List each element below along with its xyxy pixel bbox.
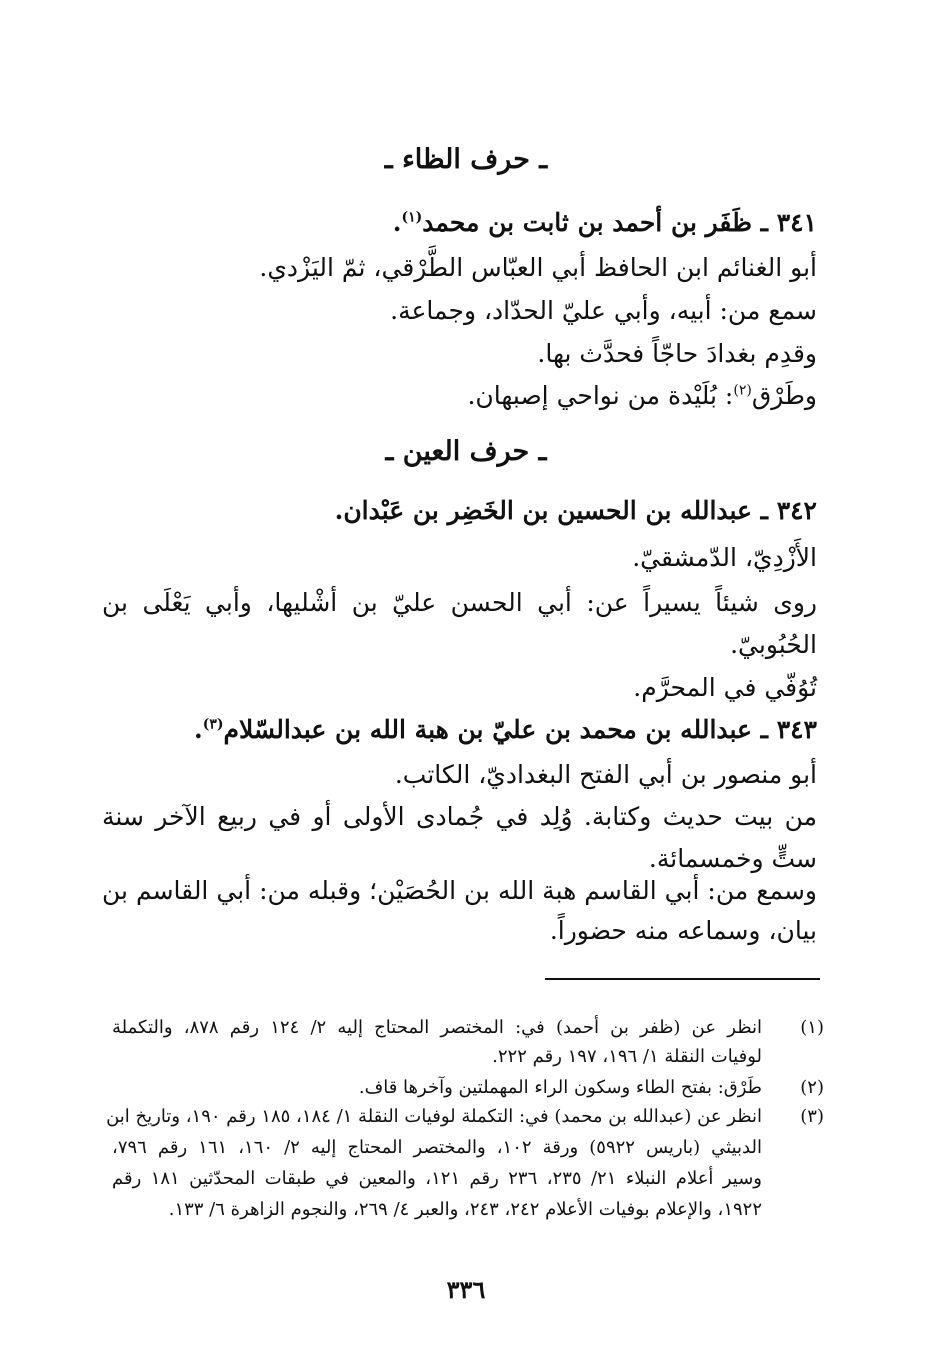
entry-342-line-2: روى شيئاً يسيراً عن: أبي الحسن عليّ بن أشْليها، وأبي يَعْلَى بن <box>102 588 817 617</box>
footnote-ref-2: (٢) <box>733 382 752 399</box>
entry-341-line-2: سمع من: أبيه، وأبي عليّ الحدّاد، وجماعة. <box>390 296 817 325</box>
entry-341-title <box>102 205 817 241</box>
footnote-ref-1: (١) <box>401 209 423 226</box>
footnote-2-line-1: طَرْق: بفتح الطاء وسكون الراء المهملتين وآخرها قاف. <box>358 1077 762 1098</box>
entry-343-title-end: . <box>194 715 203 744</box>
entry-343-title <box>102 712 817 748</box>
section-heading-ayn: ـ حرف العين ـ <box>385 436 547 467</box>
entry-343-line-5: بيان، وسماعه منه حضوراً. <box>549 916 817 945</box>
footnote-3-line-4: ١٩٢٢، والإعلام بوفيات الأعلام ٢٤٢، ٢٤٣، والعبر ٤/ ٢٦٩، والنجوم الزاهرة ٦/ ١٣٣. <box>168 1199 762 1220</box>
footnote-1-line-2: لوفيات النقلة ١/ ١٩٦، ١٩٧ رقم ٢٢٢. <box>492 1046 762 1067</box>
footnote-3-line-2: الدبيثي (باريس ٥٩٢٢) ورقة ١٠٢، والمختصر المحتاج إليه ٢/ ١٦٠، ١٦١ رقم ٧٩٦، <box>112 1137 762 1158</box>
entry-343-line-3: ستٍّ وخمسمائة. <box>648 844 817 873</box>
footnote-3-number: (٣) <box>800 1106 824 1127</box>
section-heading-zaa: ـ حرف الظاء ـ <box>384 144 548 175</box>
entry-341-line-4-a: وطَرْق <box>751 381 817 410</box>
footnote-separator <box>545 978 820 980</box>
footnote-1-number: (١) <box>800 1017 824 1038</box>
entry-343-title-text: ٣٤٣ ـ عبدالله بن محمد بن عليّ بن هبة الله بن عبدالسّلام <box>223 715 817 744</box>
entry-341-line-4-b: : بُلَيْدة من نواحي إصبهان. <box>467 381 734 410</box>
entry-342-line-3: الحُبُوبيّ. <box>730 630 817 659</box>
entry-341-line-1: أبو الغنائم ابن الحافظ أبي العبّاس الطَّرْقي، ثمّ اليَزْدي. <box>259 253 817 282</box>
footnote-1-line-1: انظر عن (ظفر بن أحمد) في: المختصر المحتاج إليه ٢/ ١٢٤ رقم ٨٧٨، والتكملة <box>112 1017 762 1038</box>
page-number: ٣٣٦ <box>446 1275 486 1304</box>
footnote-ref-3: (٣) <box>202 716 224 733</box>
footnote-3-line-1: انظر عن (عبدالله بن محمد) في: التكملة لوفيات النقلة ١/ ١٨٤، ١٨٥ رقم ١٩٠، وتاريخ ابن <box>106 1106 762 1127</box>
entry-341-line-4 <box>102 378 817 414</box>
entry-341-title-text: ٣٤١ ـ ظَفَر بن أحمد بن ثابت بن محمد <box>422 208 817 237</box>
entry-343-line-1: أبو منصور بن أبي الفتح البغداديّ، الكاتب. <box>394 760 817 789</box>
entry-343-line-4: وسمع من: أبي القاسم هبة الله بن الحُصَيْن؛ وقبله من: أبي القاسم بن <box>102 876 817 905</box>
entry-341-line-3: وقدِم بغدادَ حاجّاً فحدَّث بها. <box>537 339 817 368</box>
entry-343-line-2: من بيت حديث وكتابة. وُلِد في جُمادى الأولى أو في ربيع الآخر سنة <box>102 802 817 831</box>
footnote-3-line-3: وسير أعلام النبلاء ٢١/ ٢٣٥، ٢٣٦ رقم ١٢١، والمعين في طبقات المحدّثين ١٨١ رقم <box>112 1168 762 1189</box>
entry-342-line-4: تُوُفّي في المحرَّم. <box>633 673 817 702</box>
entry-342-line-1: الأَزْدِيّ، الدّمشقيّ. <box>632 543 817 572</box>
entry-341-title-end: . <box>392 208 402 237</box>
footnote-2-number: (٢) <box>800 1077 824 1098</box>
entry-342-title: ٣٤٢ ـ عبدالله بن الحسين بن الخَضِر بن عَبْدان. <box>334 496 817 525</box>
